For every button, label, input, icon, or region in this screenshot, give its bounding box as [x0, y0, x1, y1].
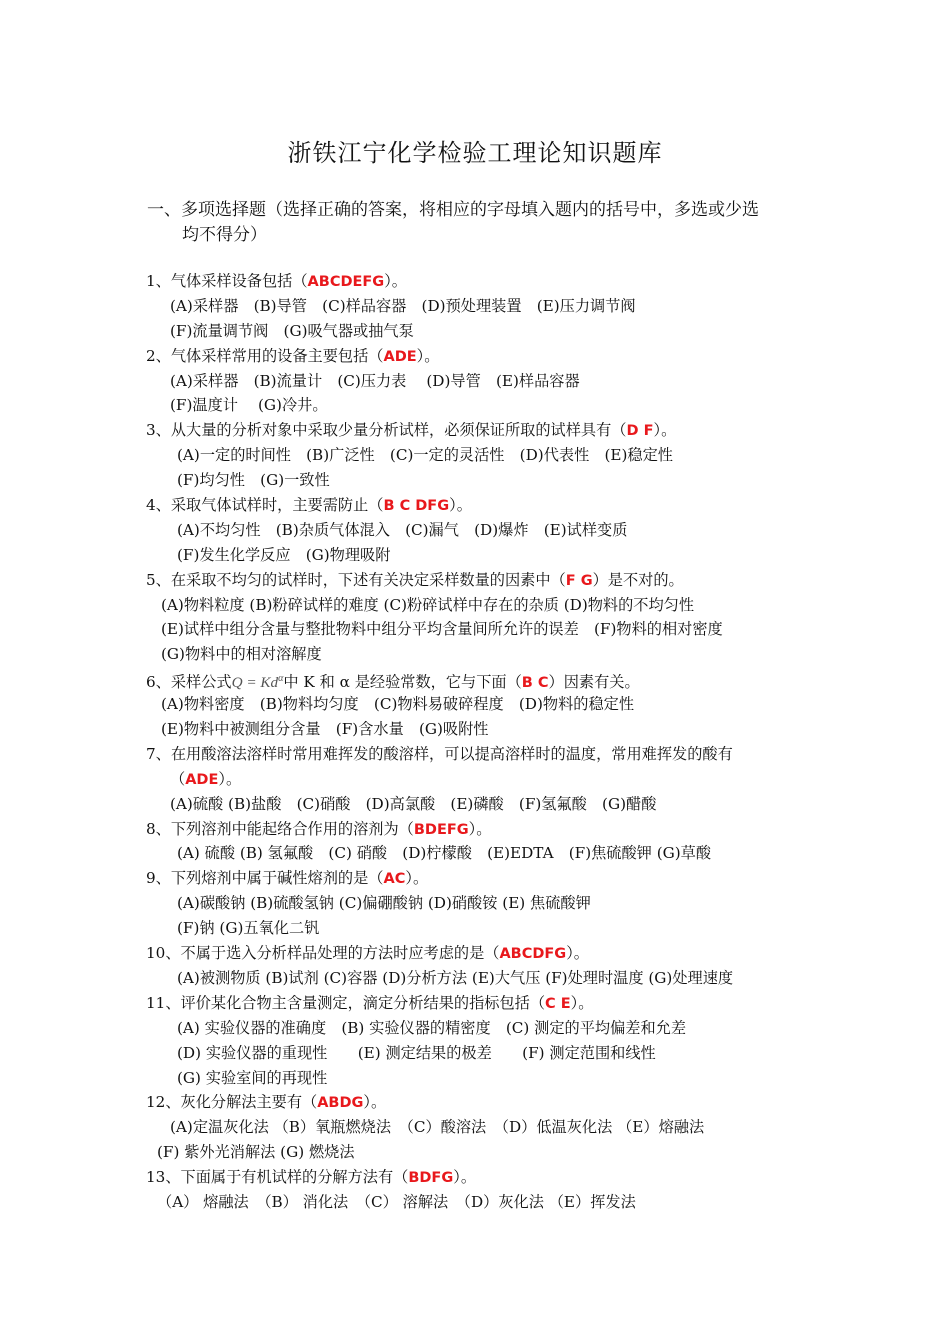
- question-options: (A)被测物质 (B)试剂 (C)容器 (D)分析方法 (E)大气压 (F)处理时温度 (G)处理速度: [177, 968, 734, 987]
- question-stem-continued: （ADE）。: [170, 769, 242, 788]
- question-options: (G) 实验室间的再现性: [177, 1068, 328, 1087]
- question-stem: 1、气体采样设备包括（ABCDEFG）。: [146, 272, 407, 290]
- question-stem: 5、在采取不均匀的试样时，下述有关决定采样数量的因素中（F G）是不对的。: [146, 570, 684, 589]
- question-stem: 7、在用酸溶法溶样时常用难挥发的酸溶样，可以提高溶样时的温度，常用难挥发的酸有: [146, 744, 733, 763]
- question-options: (A)定温灰化法 （B）氧瓶燃烧法 （C）酸溶法 （D）低温灰化法 （E）熔融法: [170, 1118, 705, 1137]
- question-options: (A) 硫酸 (B) 氢氟酸 (C) 硝酸 (D)柠檬酸 (E)EDTA (F)焦硫酸钾 (G)草酸: [177, 844, 712, 863]
- question-options: (E)物料中被测组分含量 (F)含水量 (G)吸附性: [161, 720, 489, 739]
- question-options: (F) 紫外光消解法 (G) 燃烧法: [157, 1143, 355, 1162]
- answer-text: AC: [383, 871, 406, 888]
- question-stem: 4、采取气体试样时，主要需防止（B C DFG）。: [146, 496, 472, 515]
- question-stem: 12、灰化分解法主要有（ABDG）。: [146, 1093, 387, 1112]
- answer-text: BDFG: [408, 1170, 454, 1187]
- question-stem: 10、不属于选入分析样品处理的方法时应考虑的是（ABCDFG）。: [146, 944, 589, 963]
- answer-text: ADE: [185, 771, 219, 788]
- section-heading-line2: 均不得分）: [182, 225, 267, 245]
- answer-text: D F: [626, 423, 654, 440]
- answer-text: ABDG: [317, 1095, 364, 1112]
- question-stem: 6、采样公式$Q = Kd^\alpha$中 K 和 α 是经验常数，它与下面（B C）因素有关。: [146, 673, 640, 692]
- question-stem: 11、评价某化合物主含量测定，滴定分析结果的指标包括（C E）。: [146, 993, 594, 1012]
- answer-text: F G: [565, 572, 593, 589]
- question-options: (F)流量调节阀 (G)吸气器或抽气泵: [170, 321, 414, 340]
- question-options: （A） 熔融法 （B） 消化法 （C） 溶解法 （D）灰化法 （E）挥发法: [157, 1192, 636, 1211]
- answer-text: B C: [521, 675, 549, 692]
- question-options: (A)碳酸钠 (B)硫酸氢钠 (C)偏硼酸钠 (D)硝酸铵 (E) 焦硫酸钾: [177, 894, 591, 913]
- page-title: 浙铁江宁化学检验工理论知识题库: [287, 139, 663, 167]
- question-options: (F)均匀性 (G)一致性: [177, 471, 330, 490]
- sampling-formula: $Q = Kd^\alpha$: [231, 673, 284, 692]
- question-options: (F)温度计 (G)冷井。: [170, 396, 328, 415]
- question-list: [146, 269, 846, 1215]
- question-options: (D) 实验仪器的重现性 (E) 测定结果的极差 (F) 测定范围和线性: [177, 1043, 656, 1062]
- question-options: (A) 实验仪器的准确度 (B) 实验仪器的精密度 (C) 测定的平均偏差和允差: [177, 1018, 687, 1037]
- answer-text: C E: [545, 995, 571, 1012]
- question-stem: 8、下列溶剂中能起络合作用的溶剂为（BDEFG）。: [146, 819, 492, 838]
- answer-text: B C DFG: [383, 498, 450, 515]
- section-heading: [147, 198, 827, 248]
- question-options: (F)钠 (G)五氧化二钒: [177, 919, 320, 938]
- question-stem: 2、气体采样常用的设备主要包括（ADE）。: [146, 346, 440, 365]
- answer-text: BDEFG: [413, 821, 469, 838]
- section-heading-line1: 一、多项选择题（选择正确的答案，将相应的字母填入题内的括号中，多选或少选: [147, 200, 759, 220]
- question-stem: 3、从大量的分析对象中采取少量分析试样，必须保证所取的试样具有（D F）。: [146, 421, 677, 440]
- answer-text: ABCDEFG: [307, 274, 385, 290]
- question-options: (A)物料密度 (B)物料均匀度 (C)物料易破碎程度 (D)物料的稳定性: [161, 695, 635, 714]
- question-options: (G)物料中的相对溶解度: [161, 645, 322, 664]
- question-options: (A)物料粒度 (B)粉碎试样的难度 (C)粉碎试样中存在的杂质 (D)物料的不均匀性: [161, 595, 695, 614]
- answer-text: ABCDFG: [499, 946, 567, 963]
- question-options: (E)试样中组分含量与整批物料中组分平均含量间所允许的误差 (F)物料的相对密度: [161, 620, 723, 639]
- question-options: (A)不均匀性 (B)杂质气体混入 (C)漏气 (D)爆炸 (E)试样变质: [177, 520, 628, 539]
- question-stem: 13、下面属于有机试样的分解方法有（BDFG）。: [146, 1168, 477, 1187]
- question-options: (A)硫酸 (B)盐酸 (C)硝酸 (D)高氯酸 (E)磷酸 (F)氢氟酸 (G)醋酸: [170, 794, 657, 813]
- question-stem: 9、下列熔剂中属于碱性熔剂的是（AC）。: [146, 869, 429, 888]
- question-options: (A)采样器 (B)导管 (C)样品容器 (D)预处理装置 (E)压力调节阀: [170, 296, 636, 315]
- question-options: (F)发生化学反应 (G)物理吸附: [177, 545, 391, 564]
- question-options: (A)一定的时间性 (B)广泛性 (C)一定的灵活性 (D)代表性 (E)稳定性: [177, 446, 673, 465]
- question-options: (A)采样器 (B)流量计 (C)压力表 (D)导管 (E)样品容器: [170, 371, 580, 390]
- answer-text: ADE: [383, 348, 417, 365]
